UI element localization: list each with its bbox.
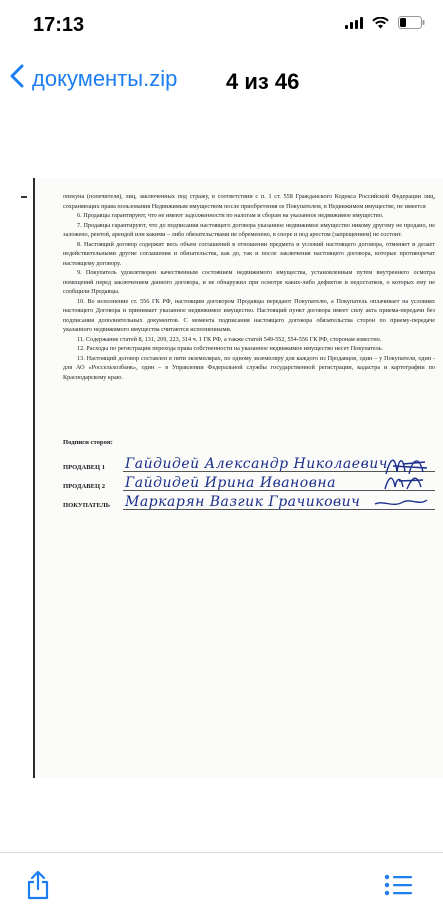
toolbar-divider — [0, 852, 443, 853]
page-counter: 4 из 46 — [226, 69, 300, 94]
back-button[interactable] — [10, 64, 177, 93]
signer-label: ПРОДАВЕЦ 1 — [63, 464, 106, 471]
back-label: документы.zip — [32, 65, 178, 91]
document-text — [63, 192, 435, 382]
signer-row — [63, 456, 435, 474]
signer-label: ПОКУПАТЕЛЬ — [63, 502, 111, 509]
wifi-icon — [372, 16, 389, 34]
list-icon[interactable] — [384, 874, 412, 901]
paragraph: 6. Продавцы гарантируют, что не имеют задолженности по налогам и сборам на указанное недвижимое имущество. — [77, 212, 384, 219]
handwritten-name: Гайдидей Александр Николаевич — [125, 456, 388, 472]
signer-row — [63, 494, 435, 512]
nav-bar — [0, 52, 443, 116]
document-viewer[interactable] — [0, 165, 443, 785]
status-bar — [0, 0, 443, 52]
document-page — [33, 178, 443, 778]
paragraph: 7. Продавцы гарантируют, что до подписания настоящего договора указанное недвижимое имущество никому другому не продано, не заложено, рентой, арендой или какими – либо обязательствами не обременено, в споре и под арестом (запрещением) не состоит. — [63, 221, 435, 238]
status-time: 17:13 — [33, 14, 85, 36]
handwritten-name: Маркарян Вазгик Грачикович — [125, 494, 361, 510]
paragraph: опекуна (попечителя), лиц, заключенных под стражу, в соответствии с п. 1 ст. 558 Гражданского Кодекса Российской Федерации лиц, сохраняющих права пользования Недвижимым имуществом после приобретения ее Покупателем, в Недвижимом имуществе, не имеется — [63, 193, 435, 210]
share-icon[interactable] — [26, 870, 50, 905]
page-mark — [21, 196, 27, 198]
signer-label: ПРОДАВЕЦ 2 — [63, 483, 106, 490]
paragraph: 13. Настоящий договор составлен в пяти экземплярах, по одному экземпляру для каждого из Продавцов, один – у Покупателя, один - для АО «Россельхозбанк», один – в Управлении Федеральной службы государственной регистрации, кадастра и картографии по Краснодарскому краю. — [63, 354, 435, 381]
handwritten-name: Гайдидей Ирина Ивановна — [125, 475, 336, 491]
signatures-block — [63, 439, 435, 513]
paragraph: 8. Настоящий договор содержит весь объем соглашений в отношении предмета и условий настоящего договора, отменяет и делает недействительными другие соглашения и обязательства, как до, так и после заключения настоящего договора, которые противоречат настоящему договору. — [63, 240, 435, 267]
battery-icon — [398, 16, 425, 34]
signatures-title: Подписи сторон: — [63, 439, 113, 446]
signal-icon — [345, 16, 363, 34]
paragraph: 9. Покупатель удовлетворен качественным состоянием недвижимого имущества, установленным путем внутреннего осмотра помещений перед заключением данного договора, и не обнаружил при осмотре каких-либо дефектов и недостатков, о которых ему не сообщили Продавцы. — [63, 269, 435, 295]
signature-scribble — [373, 490, 429, 512]
status-icons — [345, 16, 425, 34]
paragraph: 10. Во исполнение ст. 556 ГК РФ, настоящим договором Продавцы передают Покупателю, а Покупатель оплачивает на условиях настоящего Договора и принимает указанное недвижимое имущество. Настоящий пункт договора имеет силу акта приема-передачи без подписания дополнительных документов. С момента подписания настоящего договора обязательства сторон по приему-передаче указанного недвижимого имущества считаются исполненными. — [63, 297, 435, 333]
back-chevron-icon — [10, 64, 24, 93]
paragraph: 12. Расходы по регистрации перехода права собственности на указанное недвижимое имущество несет Покупатель. — [77, 345, 384, 352]
paragraph: 11. Содержание статей 8, 131, 209, 223, 314 ч. 1 ГК РФ, а также статей 549-552, 554-556 ГК РФ, сторонам известно. — [77, 335, 382, 343]
